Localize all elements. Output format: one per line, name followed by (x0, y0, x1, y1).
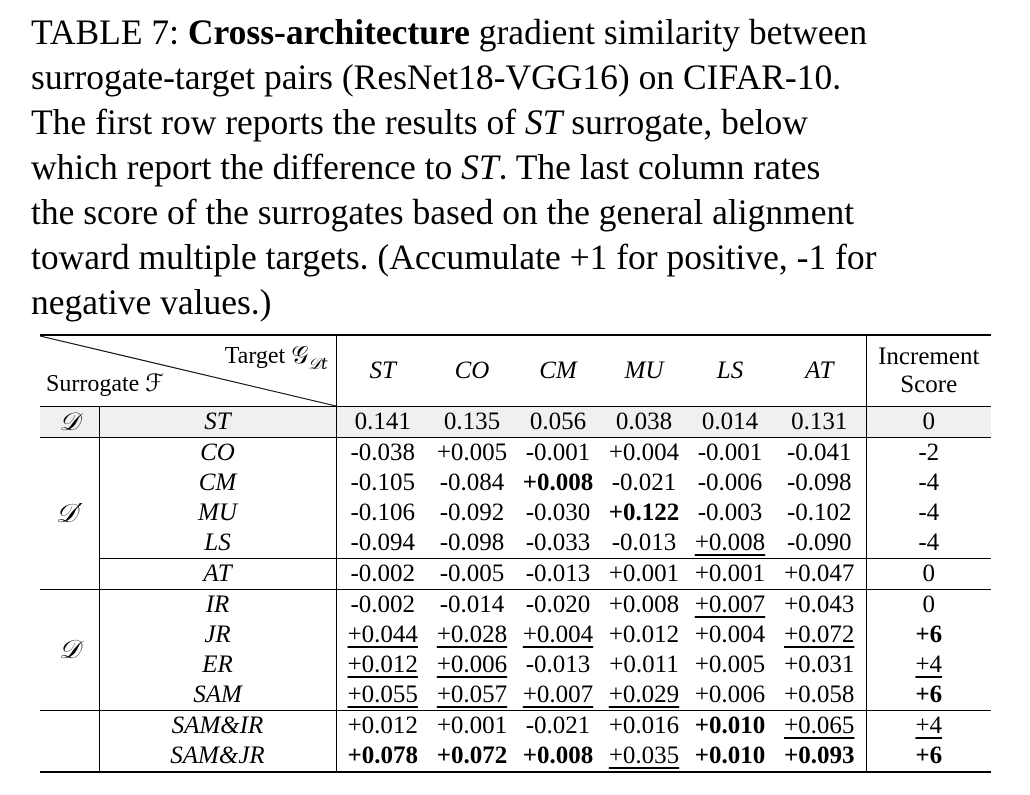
cell: -0.102 (773, 498, 866, 528)
cell: 0.141 (336, 407, 429, 438)
cell: +0.004 (522, 621, 594, 648)
caption-line1-rest: gradient similarity between (478, 12, 868, 52)
col-header: MU (624, 357, 664, 384)
row-name: CM (99, 468, 336, 498)
cell: +0.001 (429, 711, 515, 742)
cell: -0.014 (429, 590, 515, 621)
col-header: AT (773, 335, 866, 407)
table-row (40, 498, 991, 528)
row-name: IR (99, 590, 336, 621)
cell: -0.098 (773, 468, 866, 498)
cell: -0.038 (336, 438, 429, 469)
cell: -0.021 (515, 711, 601, 742)
cell: -0.021 (611, 469, 677, 496)
cell: +0.008 (601, 590, 687, 621)
table-row (40, 741, 991, 772)
cell: +0.011 (609, 651, 679, 678)
col-header: CM (539, 357, 577, 384)
cell: +0.078 (347, 742, 418, 769)
cell: +0.043 (773, 590, 866, 621)
score-header: Increment Score (878, 343, 980, 398)
cell: -0.041 (773, 438, 866, 469)
cell: -0.013 (515, 559, 601, 590)
cell: +0.058 (773, 680, 866, 711)
table-row (40, 680, 991, 711)
table-row (40, 407, 991, 438)
cell: +0.005 (694, 651, 766, 678)
cell: -0.001 (515, 438, 601, 469)
caption-line-5: the score of the surrogates based on the general alignment (31, 192, 855, 232)
header-row (40, 335, 991, 407)
cell: +0.072 (436, 742, 508, 769)
cell: +0.010 (694, 742, 766, 769)
col-header: ST (369, 357, 396, 384)
group-label: 𝒟 (40, 407, 99, 438)
surrogate-label: Surrogate ℱ (46, 371, 165, 397)
cell: -0.105 (350, 469, 416, 496)
cell: -0.001 (687, 438, 773, 469)
group-label: 𝒟′ (40, 438, 99, 590)
caption-line-7: negative values.) (31, 282, 272, 322)
cell: +0.028 (436, 621, 508, 648)
cell: +0.001 (687, 559, 773, 590)
cell: +0.001 (601, 559, 687, 590)
score-cell: -2 (866, 438, 991, 469)
cell: -0.020 (515, 590, 601, 621)
cell: -0.013 (611, 529, 677, 556)
score-cell: +6 (915, 621, 943, 648)
cell: +0.055 (347, 681, 418, 708)
score-cell: +4 (915, 651, 943, 678)
cell: -0.033 (525, 529, 591, 556)
target-label: Target 𝒢$_{𝒟t}$ (224, 343, 328, 373)
cell: -0.098 (439, 529, 505, 556)
cell: 0.131 (773, 407, 866, 438)
header-corner (40, 335, 336, 407)
cell: +0.016 (601, 711, 687, 742)
cell: +0.057 (436, 681, 508, 708)
cell: 0.038 (601, 407, 687, 438)
caption-line-2: surrogate-target pairs (ResNet18-VGG16) on CIFAR-10. (31, 57, 842, 97)
cell: +0.031 (773, 650, 866, 680)
cell: -0.106 (350, 499, 416, 526)
cell: +0.006 (694, 681, 766, 708)
cell: -0.005 (429, 559, 515, 590)
score-cell: +4 (866, 711, 991, 742)
score-cell: -4 (918, 499, 940, 526)
row-name: LS (99, 528, 336, 559)
cell: -0.003 (697, 499, 763, 526)
col-header: LS (716, 357, 744, 384)
row-name: ER (99, 650, 336, 680)
caption-line-1 (31, 10, 1001, 55)
table-row (40, 468, 991, 498)
row-name: SAM&JR (99, 741, 336, 772)
cell: +0.008 (522, 469, 594, 496)
score-cell: +6 (915, 742, 943, 769)
table-row (40, 620, 991, 650)
score-cell: -4 (918, 469, 940, 496)
cell: 0.014 (687, 407, 773, 438)
cell: +0.004 (601, 438, 687, 469)
group-spacer (40, 741, 99, 772)
cell: -0.090 (773, 528, 866, 559)
cell: +0.072 (773, 620, 866, 650)
cell: +0.029 (608, 681, 680, 708)
row-name: MU (99, 498, 336, 528)
cell: +0.065 (773, 711, 866, 742)
cell: +0.122 (608, 499, 680, 526)
cell: +0.010 (687, 711, 773, 742)
table-row (40, 438, 991, 469)
col-header: CO (454, 357, 490, 384)
cell: +0.035 (608, 742, 680, 769)
row-name: SAM&IR (99, 711, 336, 742)
cell: +0.008 (694, 529, 766, 556)
cell: 0.135 (429, 407, 515, 438)
cell: +0.006 (436, 651, 508, 678)
table-row (40, 590, 991, 621)
cell: +0.012 (336, 711, 429, 742)
cell: +0.008 (522, 742, 594, 769)
cell: -0.013 (525, 651, 591, 678)
score-cell: 0 (866, 590, 991, 621)
table-row (40, 559, 991, 590)
table-row (40, 711, 991, 742)
cell: +0.012 (347, 651, 418, 678)
group-label: 𝒟 (40, 590, 99, 711)
cell: +0.004 (694, 621, 766, 648)
cell: +0.012 (608, 621, 680, 648)
cell: -0.094 (350, 529, 416, 556)
caption-label: TABLE 7: (31, 12, 180, 52)
table-caption (31, 10, 1001, 325)
cell: -0.092 (439, 499, 505, 526)
cell: -0.002 (336, 590, 429, 621)
cell: -0.002 (336, 559, 429, 590)
caption-line-3: The first row reports the results of ST surrogate, below (31, 102, 808, 142)
caption-line-4: which report the difference to ST. The last column rates (31, 147, 821, 187)
cell: +0.007 (687, 590, 773, 621)
row-name: SAM (99, 680, 336, 711)
cell: +0.093 (773, 741, 866, 772)
row-name: AT (99, 559, 336, 590)
caption-bold: Cross-architecture (187, 12, 470, 52)
cell: -0.030 (525, 499, 591, 526)
cell: +0.044 (347, 621, 418, 648)
cell: -0.084 (439, 469, 505, 496)
group-spacer (40, 711, 99, 742)
row-name: ST (99, 407, 336, 438)
row-name: JR (99, 620, 336, 650)
cell: 0.056 (515, 407, 601, 438)
cell: +0.047 (773, 559, 866, 590)
table-row (40, 650, 991, 680)
cell: -0.006 (697, 469, 763, 496)
score-cell: 0 (866, 559, 991, 590)
score-cell: +6 (915, 681, 943, 708)
row-name: CO (99, 438, 336, 469)
cell: +0.005 (429, 438, 515, 469)
similarity-table (40, 334, 991, 773)
table-row (40, 528, 991, 559)
caption-line-6: toward multiple targets. (Accumulate +1 for positive, -1 for (31, 237, 877, 277)
score-cell: -4 (918, 529, 940, 556)
score-cell: 0 (866, 407, 991, 438)
cell: +0.007 (522, 681, 594, 708)
